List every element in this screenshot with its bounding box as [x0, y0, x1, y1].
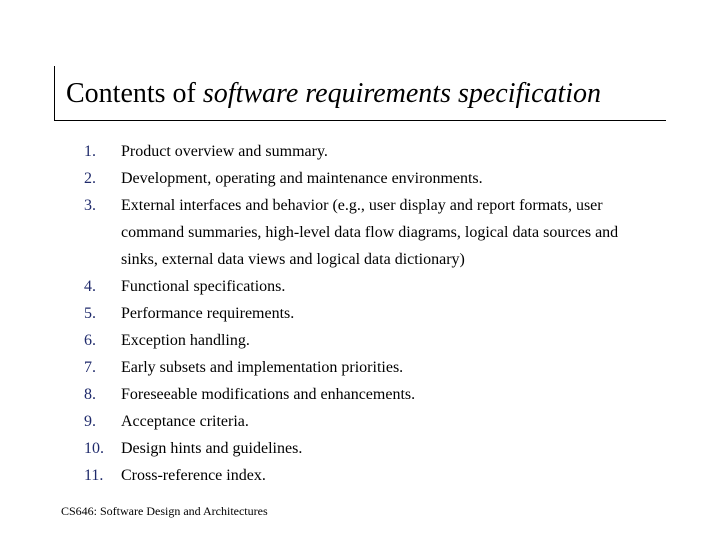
item-number: 6.	[84, 332, 96, 349]
list-item	[0, 273, 720, 300]
item-number: 11.	[84, 467, 104, 484]
item-number: 4.	[84, 278, 96, 295]
title-plain-text: Contents of	[66, 78, 203, 109]
item-text: Exception handling.	[121, 332, 250, 349]
item-text: Product overview and summary.	[121, 143, 328, 160]
title-italic-text: software requirements specification	[202, 78, 602, 109]
item-text: Performance requirements.	[121, 305, 295, 322]
list-item	[0, 300, 720, 327]
item-number: 1.	[84, 143, 96, 160]
item-text: Early subsets and implementation priorities.	[121, 359, 404, 376]
list-item	[0, 138, 720, 165]
list-item	[0, 408, 720, 435]
list-item	[0, 381, 720, 408]
list-item	[0, 462, 720, 489]
title-horizontal-rule	[54, 120, 666, 121]
list-item	[0, 192, 720, 273]
list-item	[0, 354, 720, 381]
slide-title	[66, 76, 601, 112]
item-number: 9.	[84, 413, 96, 430]
item-text: Acceptance criteria.	[121, 413, 249, 430]
item-text: Foreseeable modifications and enhancements.	[121, 386, 416, 403]
list-item	[0, 435, 720, 462]
list-item	[0, 165, 720, 192]
item-number: 3.	[84, 197, 96, 214]
item-text: Functional specifications.	[121, 278, 286, 295]
item-text: External interfaces and behavior (e.g., user display and report formats, user command summaries, high-level data flow diagrams, logical data sources and sinks, external data views and logical data dictionary)	[121, 197, 619, 268]
item-text: Development, operating and maintenance environments.	[121, 170, 483, 187]
item-number: 7.	[84, 359, 96, 376]
item-text: Design hints and guidelines.	[121, 440, 303, 457]
list-item	[0, 327, 720, 354]
item-text: Cross-reference index.	[121, 467, 266, 484]
item-number: 2.	[84, 170, 96, 187]
title-vertical-rule	[54, 66, 55, 120]
contents-list	[0, 138, 720, 489]
item-number: 8.	[84, 386, 96, 403]
slide-footer: CS646: Software Design and Architectures	[61, 504, 268, 518]
item-number: 5.	[84, 305, 96, 322]
item-number: 10.	[84, 440, 104, 457]
